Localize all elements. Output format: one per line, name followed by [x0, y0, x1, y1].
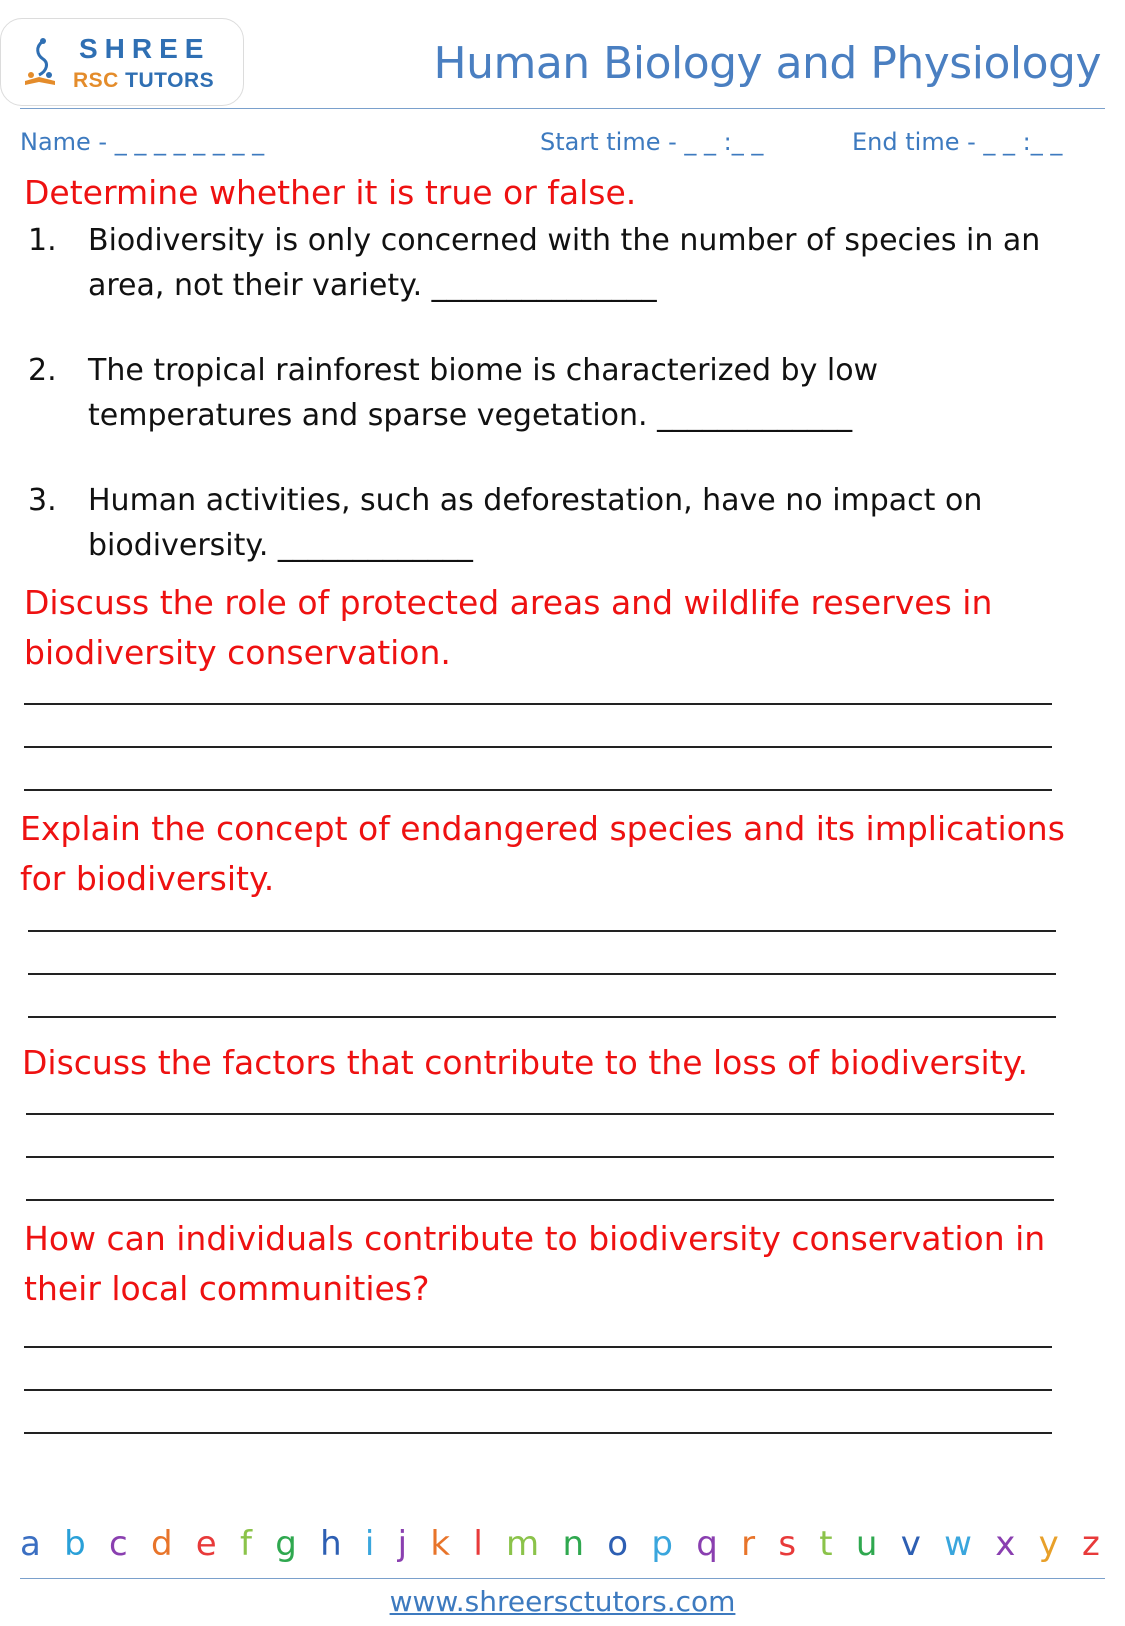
- item-number: 1.: [28, 223, 57, 258]
- alphabet-letter: k: [430, 1524, 451, 1564]
- answer-line[interactable]: [24, 1389, 1052, 1391]
- item-number: 3.: [28, 483, 57, 518]
- end-time-field: End time - _ _ :_ _: [852, 128, 1063, 156]
- logo-text-tutors-word: TUTORS: [118, 69, 215, 92]
- alphabet-letter: a: [20, 1524, 41, 1564]
- alphabet-letter: v: [900, 1524, 921, 1564]
- logo-text-rsc: RSC: [73, 69, 119, 92]
- alphabet-letter: s: [778, 1524, 797, 1564]
- alphabet-letter: u: [855, 1524, 878, 1564]
- header-divider: [20, 108, 1105, 109]
- alphabet-letter: r: [741, 1524, 756, 1564]
- website-link[interactable]: www.shreersctutors.com: [389, 1585, 736, 1618]
- question-prompt: Explain the concept of endangered species and its implications for biodiversity.: [20, 809, 1065, 898]
- alphabet-strip: [20, 1524, 1100, 1564]
- logo: [0, 18, 244, 106]
- alphabet-letter: i: [364, 1524, 375, 1564]
- alphabet-letter: e: [195, 1524, 217, 1564]
- page-title: Human Biology and Physiology: [433, 38, 1101, 89]
- alphabet-letter: f: [239, 1524, 252, 1564]
- answer-line[interactable]: [28, 930, 1056, 932]
- alphabet-letter: m: [506, 1524, 540, 1564]
- answer-line[interactable]: [26, 1113, 1054, 1115]
- answer-line[interactable]: [28, 1016, 1056, 1018]
- alphabet-letter: p: [651, 1524, 673, 1564]
- logo-text-shree: SHREE: [79, 33, 211, 64]
- answer-line[interactable]: [26, 1156, 1054, 1158]
- answer-line[interactable]: [24, 746, 1052, 748]
- alphabet-letter: z: [1081, 1524, 1100, 1564]
- item-text: Human activities, such as deforestation, have no impact on biodiversity. _____________: [88, 483, 983, 563]
- name-field: Name - _ _ _ _ _ _ _ _: [20, 128, 265, 156]
- logo-text-tutors: [73, 69, 214, 93]
- answer-line[interactable]: [24, 1432, 1052, 1434]
- answer-line[interactable]: [28, 973, 1056, 975]
- answer-line[interactable]: [24, 1346, 1052, 1348]
- question-prompt: Discuss the factors that contribute to the loss of biodiversity.: [22, 1043, 1028, 1082]
- alphabet-letter: j: [397, 1524, 408, 1564]
- alphabet-letter: d: [150, 1524, 173, 1564]
- answer-line[interactable]: [26, 1199, 1054, 1201]
- alphabet-letter: l: [473, 1524, 483, 1564]
- answer-line[interactable]: [24, 789, 1052, 791]
- alphabet-letter: x: [995, 1524, 1016, 1564]
- alphabet-letter: g: [275, 1524, 297, 1564]
- answer-line[interactable]: [24, 703, 1052, 705]
- question-prompt: How can individuals contribute to biodiversity conservation in their local communities?: [24, 1219, 1046, 1308]
- list-item: [28, 348, 1088, 438]
- alphabet-letter: t: [819, 1524, 833, 1564]
- question-prompt: Discuss the role of protected areas and wildlife reserves in biodiversity conservation.: [24, 583, 993, 672]
- item-number: 2.: [28, 353, 57, 388]
- alphabet-letter: b: [64, 1524, 86, 1564]
- true-false-instruction: Determine whether it is true or false.: [24, 173, 637, 212]
- alphabet-letter: n: [562, 1524, 584, 1564]
- footer-divider: [20, 1578, 1105, 1579]
- list-item: [28, 218, 1088, 308]
- alphabet-letter: y: [1038, 1524, 1059, 1564]
- item-text: Biodiversity is only concerned with the number of species in an area, not their variety. _______________: [88, 223, 1041, 303]
- alphabet-letter: c: [108, 1524, 128, 1564]
- alphabet-letter: q: [696, 1524, 718, 1564]
- logo-icon: [21, 37, 59, 89]
- alphabet-letter: w: [944, 1524, 972, 1564]
- list-item: [28, 478, 1088, 568]
- alphabet-letter: o: [607, 1524, 629, 1564]
- start-time-field: Start time - _ _ :_ _: [540, 128, 764, 156]
- alphabet-letter: h: [320, 1524, 342, 1564]
- item-text: The tropical rainforest biome is characterized by low temperatures and sparse vegetation. _____________: [88, 353, 879, 433]
